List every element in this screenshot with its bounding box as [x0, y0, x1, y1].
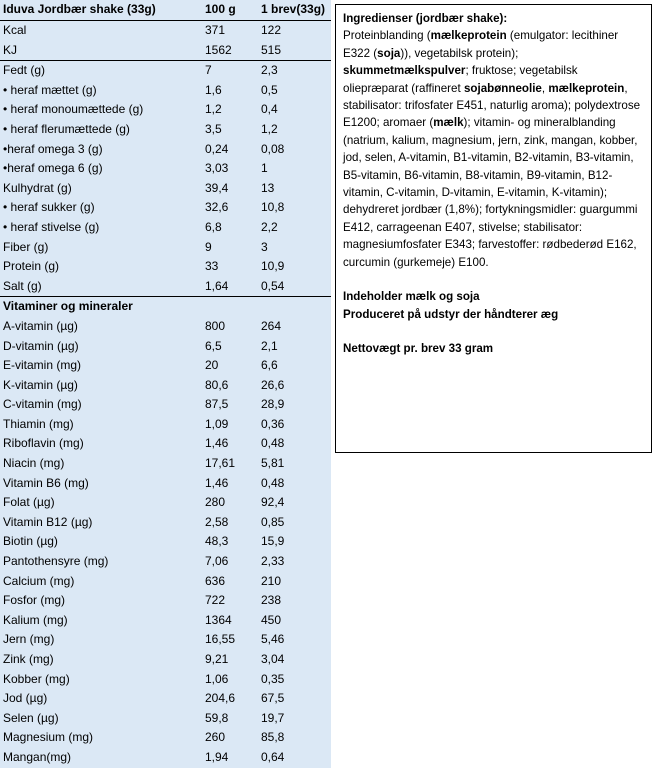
nutrient-label: •heraf omega 6 (g): [3, 161, 103, 176]
nutrient-label: • heraf mættet (g): [3, 82, 97, 97]
nutrient-row: [0, 474, 331, 494]
per-100g-value: 2,58: [205, 514, 229, 529]
nutrient-row: [0, 552, 331, 572]
ingredient-text-segment: , stabilisator: trifosfater E451, naturlig aroma); polydextrose E1200; aromaer (: [343, 81, 641, 130]
nutrient-row: [0, 41, 331, 61]
nutrient-label: Salt (g): [3, 278, 42, 293]
nutrient-row: [0, 611, 331, 631]
nutrient-label: Folat (µg): [3, 495, 55, 510]
nutrient-label: D-vitamin (µg): [3, 338, 79, 353]
per-100g-value: 87,5: [205, 397, 229, 412]
nutrient-row: [0, 689, 331, 709]
nutrient-label: Kcal: [3, 23, 27, 37]
nutrient-row: [0, 415, 331, 435]
per-serving-value: 5,46: [261, 632, 285, 647]
nutrient-label: Fiber (g): [3, 239, 49, 254]
per-100g-value: 7: [205, 63, 212, 78]
nutrient-label: E-vitamin (mg): [3, 358, 82, 373]
per-serving-value: 6,6: [261, 358, 278, 373]
vitamin-rows: [0, 317, 331, 768]
ingredients-title: Ingredienser (jordbær shake):: [343, 12, 508, 25]
per-100g-value: 371: [205, 23, 226, 37]
per-100g-value: 9,21: [205, 652, 229, 666]
per-serving-value: 2,3: [261, 63, 278, 78]
per-100g-value: 1,46: [205, 436, 229, 451]
ingredient-text-segment: )), vegetabilsk protein);: [400, 46, 519, 60]
per-100g-value: 204,6: [205, 691, 236, 706]
vitamins-section: [0, 296, 331, 767]
per-serving-value: 0,85: [261, 514, 285, 529]
production-info: Produceret på udstyr der håndterer æg: [343, 307, 559, 321]
nutrient-row: [0, 650, 331, 670]
per-serving-value: 264: [261, 318, 282, 333]
per-100g-value: 3,5: [205, 121, 222, 136]
nutrient-label: Jern (mg): [3, 632, 55, 647]
nutrient-row: [0, 81, 331, 101]
per-100g-value: 1364: [205, 612, 232, 627]
per-serving-value: 28,9: [261, 397, 285, 412]
nutrient-label: Kalium (mg): [3, 612, 68, 627]
per-100g-value: 800: [205, 318, 226, 333]
per-100g-value: 1,06: [205, 671, 229, 686]
ingredient-text-segment: Proteinblanding (: [343, 29, 431, 43]
ingredients-box: [335, 4, 652, 453]
ingredient-text-segment: ,: [541, 81, 549, 95]
nutrient-row: [0, 238, 331, 258]
per-100g-value: 20: [205, 358, 219, 373]
nutrient-row: [0, 395, 331, 415]
per-serving-value: 515: [261, 42, 282, 57]
per-serving-value: 2,33: [261, 554, 285, 569]
ingredient-text-segment: ; fruktose; vegetabilsk oliepræparat (raffineret: [343, 64, 578, 95]
net-weight: Nettovægt pr. brev 33 gram: [343, 341, 494, 355]
nutrient-row: [0, 218, 331, 238]
per-100g-value: 722: [205, 593, 226, 608]
nutrient-row: [0, 748, 331, 768]
per-100g-value: 48,3: [205, 534, 229, 549]
nutrient-label: Fedt (g): [3, 63, 46, 78]
nutrient-label: KJ: [3, 42, 18, 57]
product-name-header: Iduva Jordbær shake (33g): [3, 2, 156, 17]
nutrient-label: Niacin (mg): [3, 456, 65, 471]
nutrient-label: Calcium (mg): [3, 573, 75, 588]
nutrient-row: [0, 728, 331, 748]
nutrient-label: Zink (mg): [3, 652, 54, 666]
nutrient-row: [0, 356, 331, 376]
nutrient-row: [0, 709, 331, 729]
per-serving-value: 2,2: [261, 219, 278, 234]
allergen-word: mælkeprotein: [548, 81, 625, 95]
per-100g-value: 32,6: [205, 200, 229, 215]
nutrient-row: [0, 630, 331, 650]
nutrient-row: [0, 140, 331, 160]
nutrient-label: Jod (µg): [3, 691, 48, 706]
per-serving-value: 0,48: [261, 475, 285, 490]
per-100g-value: 6,8: [205, 219, 222, 234]
per-serving-value: 0,54: [261, 278, 285, 293]
nutrient-row: [0, 317, 331, 337]
nutrient-row: [0, 376, 331, 396]
per-100g-value: 1,64: [205, 278, 229, 293]
per-serving-value: 15,9: [261, 534, 285, 549]
per-serving-value: 10,9: [261, 259, 285, 274]
nutrient-row: [0, 100, 331, 120]
nutrient-label: C-vitamin (mg): [3, 397, 82, 412]
nutrient-label: Magnesium (mg): [3, 730, 94, 745]
per-serving-value: 3,04: [261, 652, 285, 666]
per-serving-value: 0,4: [261, 102, 278, 117]
macronutrient-rows: [0, 60, 331, 296]
per-100g-value: 0,24: [205, 141, 229, 156]
nutrient-row: [0, 179, 331, 199]
nutrient-label: Kobber (mg): [3, 671, 70, 686]
per-serving-value: 0,08: [261, 141, 285, 156]
vitamins-heading: Vitaminer og mineraler: [3, 299, 133, 314]
nutrient-label: A-vitamin (µg): [3, 318, 78, 333]
allergen-word: sojabønneolie: [463, 81, 542, 95]
per-serving-value: 5,81: [261, 456, 285, 471]
nutrient-row: [0, 21, 331, 41]
per-100g-value: 9: [205, 239, 212, 254]
nutrient-row: [0, 61, 331, 81]
per-serving-value: 85,8: [261, 730, 285, 745]
per-serving-value: 2,1: [261, 338, 278, 353]
nutrient-label: Vitamin B6 (mg): [3, 475, 89, 490]
nutrient-label: • heraf monoumættede (g): [3, 102, 144, 117]
per-serving-value: 210: [261, 573, 282, 588]
nutrient-row: [0, 434, 331, 454]
per-100g-value: 1,2: [205, 102, 222, 117]
per-100g-value: 1,09: [205, 416, 229, 431]
per-100g-value: 260: [205, 730, 226, 745]
per-serving-value: 1,2: [261, 121, 278, 136]
allergen-word: soja: [377, 46, 401, 60]
per-100g-value: 17,61: [205, 456, 236, 471]
per-100g-value: 59,8: [205, 710, 229, 725]
per-serving-value: 26,6: [261, 377, 285, 392]
allergen-word: mælkeprotein: [430, 29, 507, 43]
per-serving-value: 450: [261, 612, 282, 627]
per-serving-value: 0,64: [261, 749, 285, 764]
vitamins-heading-row: [0, 297, 331, 317]
per-100g-value: 1562: [205, 42, 232, 57]
nutrient-row: [0, 532, 331, 552]
nutrient-label: Thiamin (mg): [3, 416, 74, 431]
per-100g-value: 1,6: [205, 82, 222, 97]
per-serving-value: 0,36: [261, 416, 285, 431]
nutrient-row: [0, 670, 331, 690]
nutrient-row: [0, 257, 331, 277]
per-serving-value: 92,4: [261, 495, 285, 510]
per-100g-value: 6,5: [205, 338, 222, 353]
energy-rows: [0, 21, 331, 60]
per-100g-header: 100 g: [205, 2, 236, 17]
nutrient-label: K-vitamin (µg): [3, 377, 78, 392]
nutrient-row: [0, 454, 331, 474]
per-serving-value: 3: [261, 239, 268, 254]
nutrient-label: • heraf sukker (g): [3, 200, 95, 215]
nutrient-row: [0, 337, 331, 357]
ingredient-text-segment: (emulgator: lecithiner E322 (: [343, 29, 619, 60]
per-serving-value: 0,48: [261, 436, 285, 451]
per-serving-value: 122: [261, 23, 282, 37]
nutrient-row: [0, 572, 331, 592]
per-serving-value: 1: [261, 161, 268, 176]
allergen-info: Indeholder mælk og soja: [343, 290, 480, 304]
nutrient-label: • heraf stivelse (g): [3, 219, 100, 234]
nutrient-row: [0, 591, 331, 611]
per-100g-value: 1,94: [205, 749, 229, 764]
nutrient-row: [0, 159, 331, 179]
per-serving-value: 0,5: [261, 82, 278, 97]
nutrient-label: • heraf flerumættede (g): [3, 121, 130, 136]
nutrient-row: [0, 277, 331, 297]
per-serving-value: 238: [261, 593, 282, 608]
nutrient-row: [0, 120, 331, 140]
per-serving-value: 67,5: [261, 691, 285, 706]
per-100g-value: 1,46: [205, 475, 229, 490]
per-100g-value: 33: [205, 259, 219, 274]
nutrient-label: Kulhydrat (g): [3, 180, 72, 195]
per-100g-value: 280: [205, 495, 226, 510]
per-100g-value: 7,06: [205, 554, 229, 569]
nutrient-label: Protein (g): [3, 259, 60, 274]
per-100g-value: 636: [205, 573, 226, 588]
per-100g-value: 39,4: [205, 180, 229, 195]
nutrient-label: Fosfor (mg): [3, 593, 66, 608]
nutrient-label: Pantothensyre (mg): [3, 554, 109, 569]
nutrient-row: [0, 513, 331, 533]
per-100g-value: 3,03: [205, 161, 229, 176]
per-serving-value: 19,7: [261, 710, 285, 725]
ingredients-text: [343, 27, 644, 271]
nutrient-label: Biotin (µg): [3, 534, 58, 549]
per-serving-value: 10,8: [261, 200, 285, 215]
per-serving-value: 0,35: [261, 671, 285, 686]
nutrient-label: Riboflavin (mg): [3, 436, 84, 451]
nutrient-row: [0, 198, 331, 218]
ingredient-text-segment: ); vitamin- og mineralblanding (natrium, kalium, magnesium, jern, zink, mangan, kobber, jod, selen, A-vitamin, B1-vitamin, B2-vitamin, B3-vitamin, B5-vitamin, B6-vitamin, B8-vitamin, B9-vitamin, B12-vitamin, C-vitamin, D-vitamin, E-vitamin, K-vitamin); dehydreret jordbær (1,8%); fortykningsmidler: guargummi E412, carrageenan E407, stivelse; stabilisator: magnesiumfosfater E343; farvestoffer: rødbederød E162, curcumin (gurkemeje) E100.: [343, 116, 638, 269]
per-100g-value: 16,55: [205, 632, 236, 647]
nutrient-label: Mangan(mg): [3, 749, 72, 764]
nutrient-label: Vitamin B12 (µg): [3, 514, 93, 529]
nutrient-row: [0, 493, 331, 513]
allergen-word: skummetmælkspulver: [343, 64, 466, 78]
nutrient-label: •heraf omega 3 (g): [3, 141, 103, 156]
allergen-word: mælk: [433, 116, 464, 130]
per-serving-header: 1 brev(33g): [261, 2, 326, 17]
per-100g-value: 80,6: [205, 377, 229, 392]
nutrient-label: Selen (µg): [3, 710, 59, 725]
per-serving-value: 13: [261, 180, 275, 195]
nutrition-header-row: [0, 0, 331, 21]
